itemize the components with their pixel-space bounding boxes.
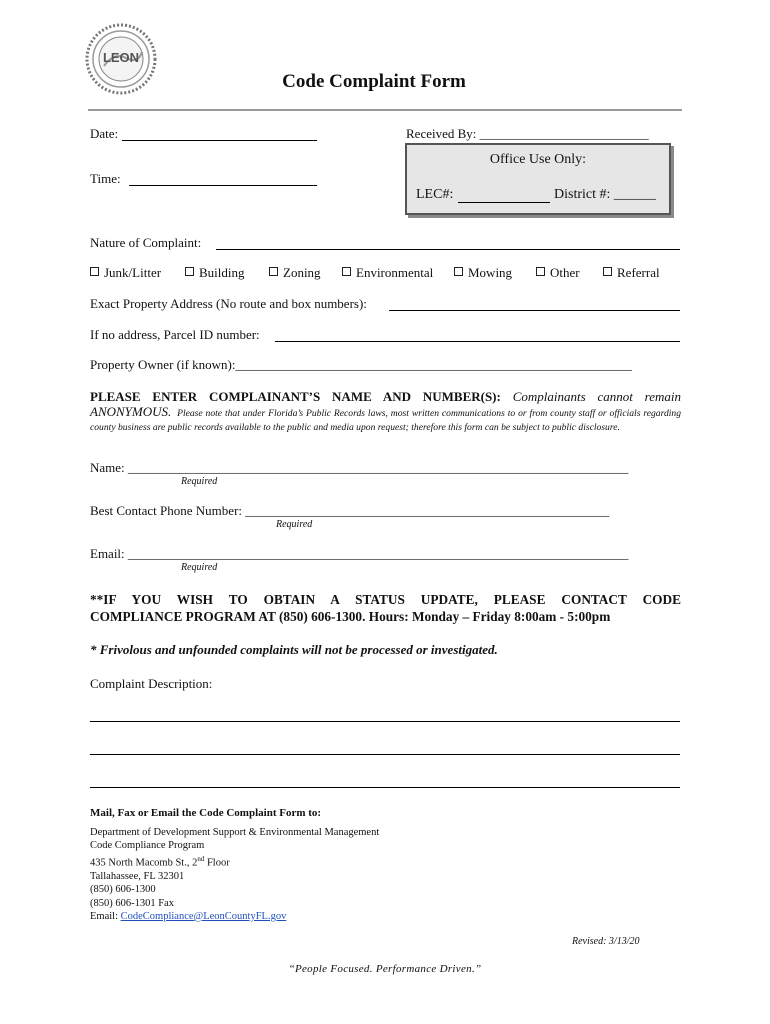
title-divider <box>88 109 682 111</box>
seal-text: LEON <box>102 50 140 65</box>
notice-heading <box>90 389 681 405</box>
address-label: Exact Property Address (No route and box numbers): <box>90 296 367 311</box>
program-name: Code Compliance Program <box>90 840 205 852</box>
date-label: Date: <box>90 126 119 141</box>
checkbox-icon <box>185 267 194 276</box>
mail-heading: Mail, Fax or Email the Code Complaint Form to: <box>90 807 322 819</box>
description-line-2[interactable] <box>90 754 680 755</box>
checkbox-environmental[interactable] <box>342 265 433 281</box>
email-link[interactable]: CodeCompliance@LeonCountyFL.gov <box>120 910 287 922</box>
anonymous-text: ANONYMOUS. <box>90 404 172 419</box>
parcel-label: If no address, Parcel ID number: <box>90 327 260 342</box>
address-field[interactable] <box>389 310 680 311</box>
phone-field[interactable]: Best Contact Phone Number: ________________________________________________________ <box>90 503 610 518</box>
nature-label: Nature of Complaint: <box>90 235 202 250</box>
district-label: District #: ______ <box>554 187 656 202</box>
mailing-address <box>90 826 379 923</box>
name-field[interactable]: Name: _____________________________________________________________________________ <box>90 460 629 475</box>
notice-body <box>90 405 681 435</box>
checkbox-zoning[interactable] <box>269 265 321 281</box>
description-line-1[interactable] <box>90 721 680 722</box>
checkbox-label: Environmental <box>356 265 434 280</box>
checkbox-label: Building <box>199 265 245 280</box>
checkbox-icon <box>90 267 99 276</box>
department-name: Department of Development Support & Environmental Management <box>90 827 380 838</box>
frivolous-notice: * Frivolous and unfounded complaints will not be processed or investigated. <box>90 642 498 657</box>
checkbox-icon <box>342 267 351 276</box>
checkbox-icon <box>269 267 278 276</box>
checkbox-icon <box>536 267 545 276</box>
phone-required-note: Required <box>276 519 313 530</box>
lec-label: LEC#: <box>416 187 454 202</box>
email-line <box>90 910 379 923</box>
form-title: Code Complaint Form <box>282 71 466 92</box>
complaint-type-checkboxes <box>0 265 770 283</box>
checkbox-referral[interactable] <box>603 265 660 281</box>
checkbox-label: Junk/Litter <box>104 265 162 280</box>
notice-body-rest: or officials regarding county business are public records available to the public and media upon request; therefore this form can be subject to public disclosure. <box>90 408 682 433</box>
revised-date: Revised: 3/13/20 <box>572 936 640 947</box>
checkbox-label: Other <box>550 265 580 280</box>
status-line-1: **IF YOU WISH TO OBTAIN A STATUS UPDATE, PLEASE CONTACT CODE <box>90 592 681 607</box>
checkbox-icon <box>603 267 612 276</box>
phone-number: (850) 606-1300 <box>90 884 156 896</box>
email-required-note: Required <box>181 562 218 573</box>
checkbox-label: Referral <box>617 265 660 280</box>
checkbox-junk-litter[interactable] <box>90 265 161 281</box>
checkbox-building[interactable] <box>185 265 245 281</box>
email-field[interactable]: Email: _____________________________________________________________________________ <box>90 546 629 561</box>
checkbox-label: Zoning <box>283 265 321 280</box>
notice-heading-italic: Complainants cannot remain <box>512 389 682 404</box>
city-state-zip: Tallahassee, FL 32301 <box>90 870 185 882</box>
street-sup: nd <box>197 854 205 863</box>
time-field[interactable] <box>129 185 317 186</box>
parcel-field[interactable] <box>275 341 680 342</box>
office-use-box <box>405 143 671 215</box>
street-prefix: 435 North Macomb St., 2 <box>90 857 198 869</box>
received-by-label: Received By: __________________________ <box>406 126 649 141</box>
office-use-title: Office Use Only: <box>489 152 587 167</box>
status-line-2: COMPLIANCE PROGRAM AT (850) 606-1300. Hours: Monday – Friday 8:00am - 5:00pm <box>90 609 611 624</box>
owner-field[interactable]: Property Owner (if known):_____________________________________________________________ <box>90 357 632 372</box>
email-prefix: Email: <box>90 910 121 922</box>
status-update-notice <box>90 591 681 625</box>
description-line-3[interactable] <box>90 787 680 788</box>
nature-field[interactable] <box>216 249 680 250</box>
footer-slogan: “People Focused. Performance Driven.” <box>288 963 482 975</box>
notice-body-first: Please note that under Florida’s Public Records laws, most written communications to or from county staff <box>177 408 596 419</box>
checkbox-other[interactable] <box>536 265 580 281</box>
lec-field[interactable] <box>458 202 550 203</box>
complainant-notice <box>90 389 681 435</box>
description-label: Complaint Description: <box>90 676 213 691</box>
street-suffix: Floor <box>204 857 230 869</box>
time-label: Time: <box>90 171 121 186</box>
name-required-note: Required <box>181 476 218 487</box>
notice-heading-bold: PLEASE ENTER COMPLAINANT’S NAME AND NUMBER(S): <box>90 389 501 404</box>
date-field[interactable] <box>122 140 317 141</box>
checkbox-mowing[interactable] <box>454 265 512 281</box>
checkbox-label: Mowing <box>468 265 513 280</box>
checkbox-icon <box>454 267 463 276</box>
street-address <box>90 853 379 870</box>
fax-number: (850) 606-1301 Fax <box>90 897 174 909</box>
